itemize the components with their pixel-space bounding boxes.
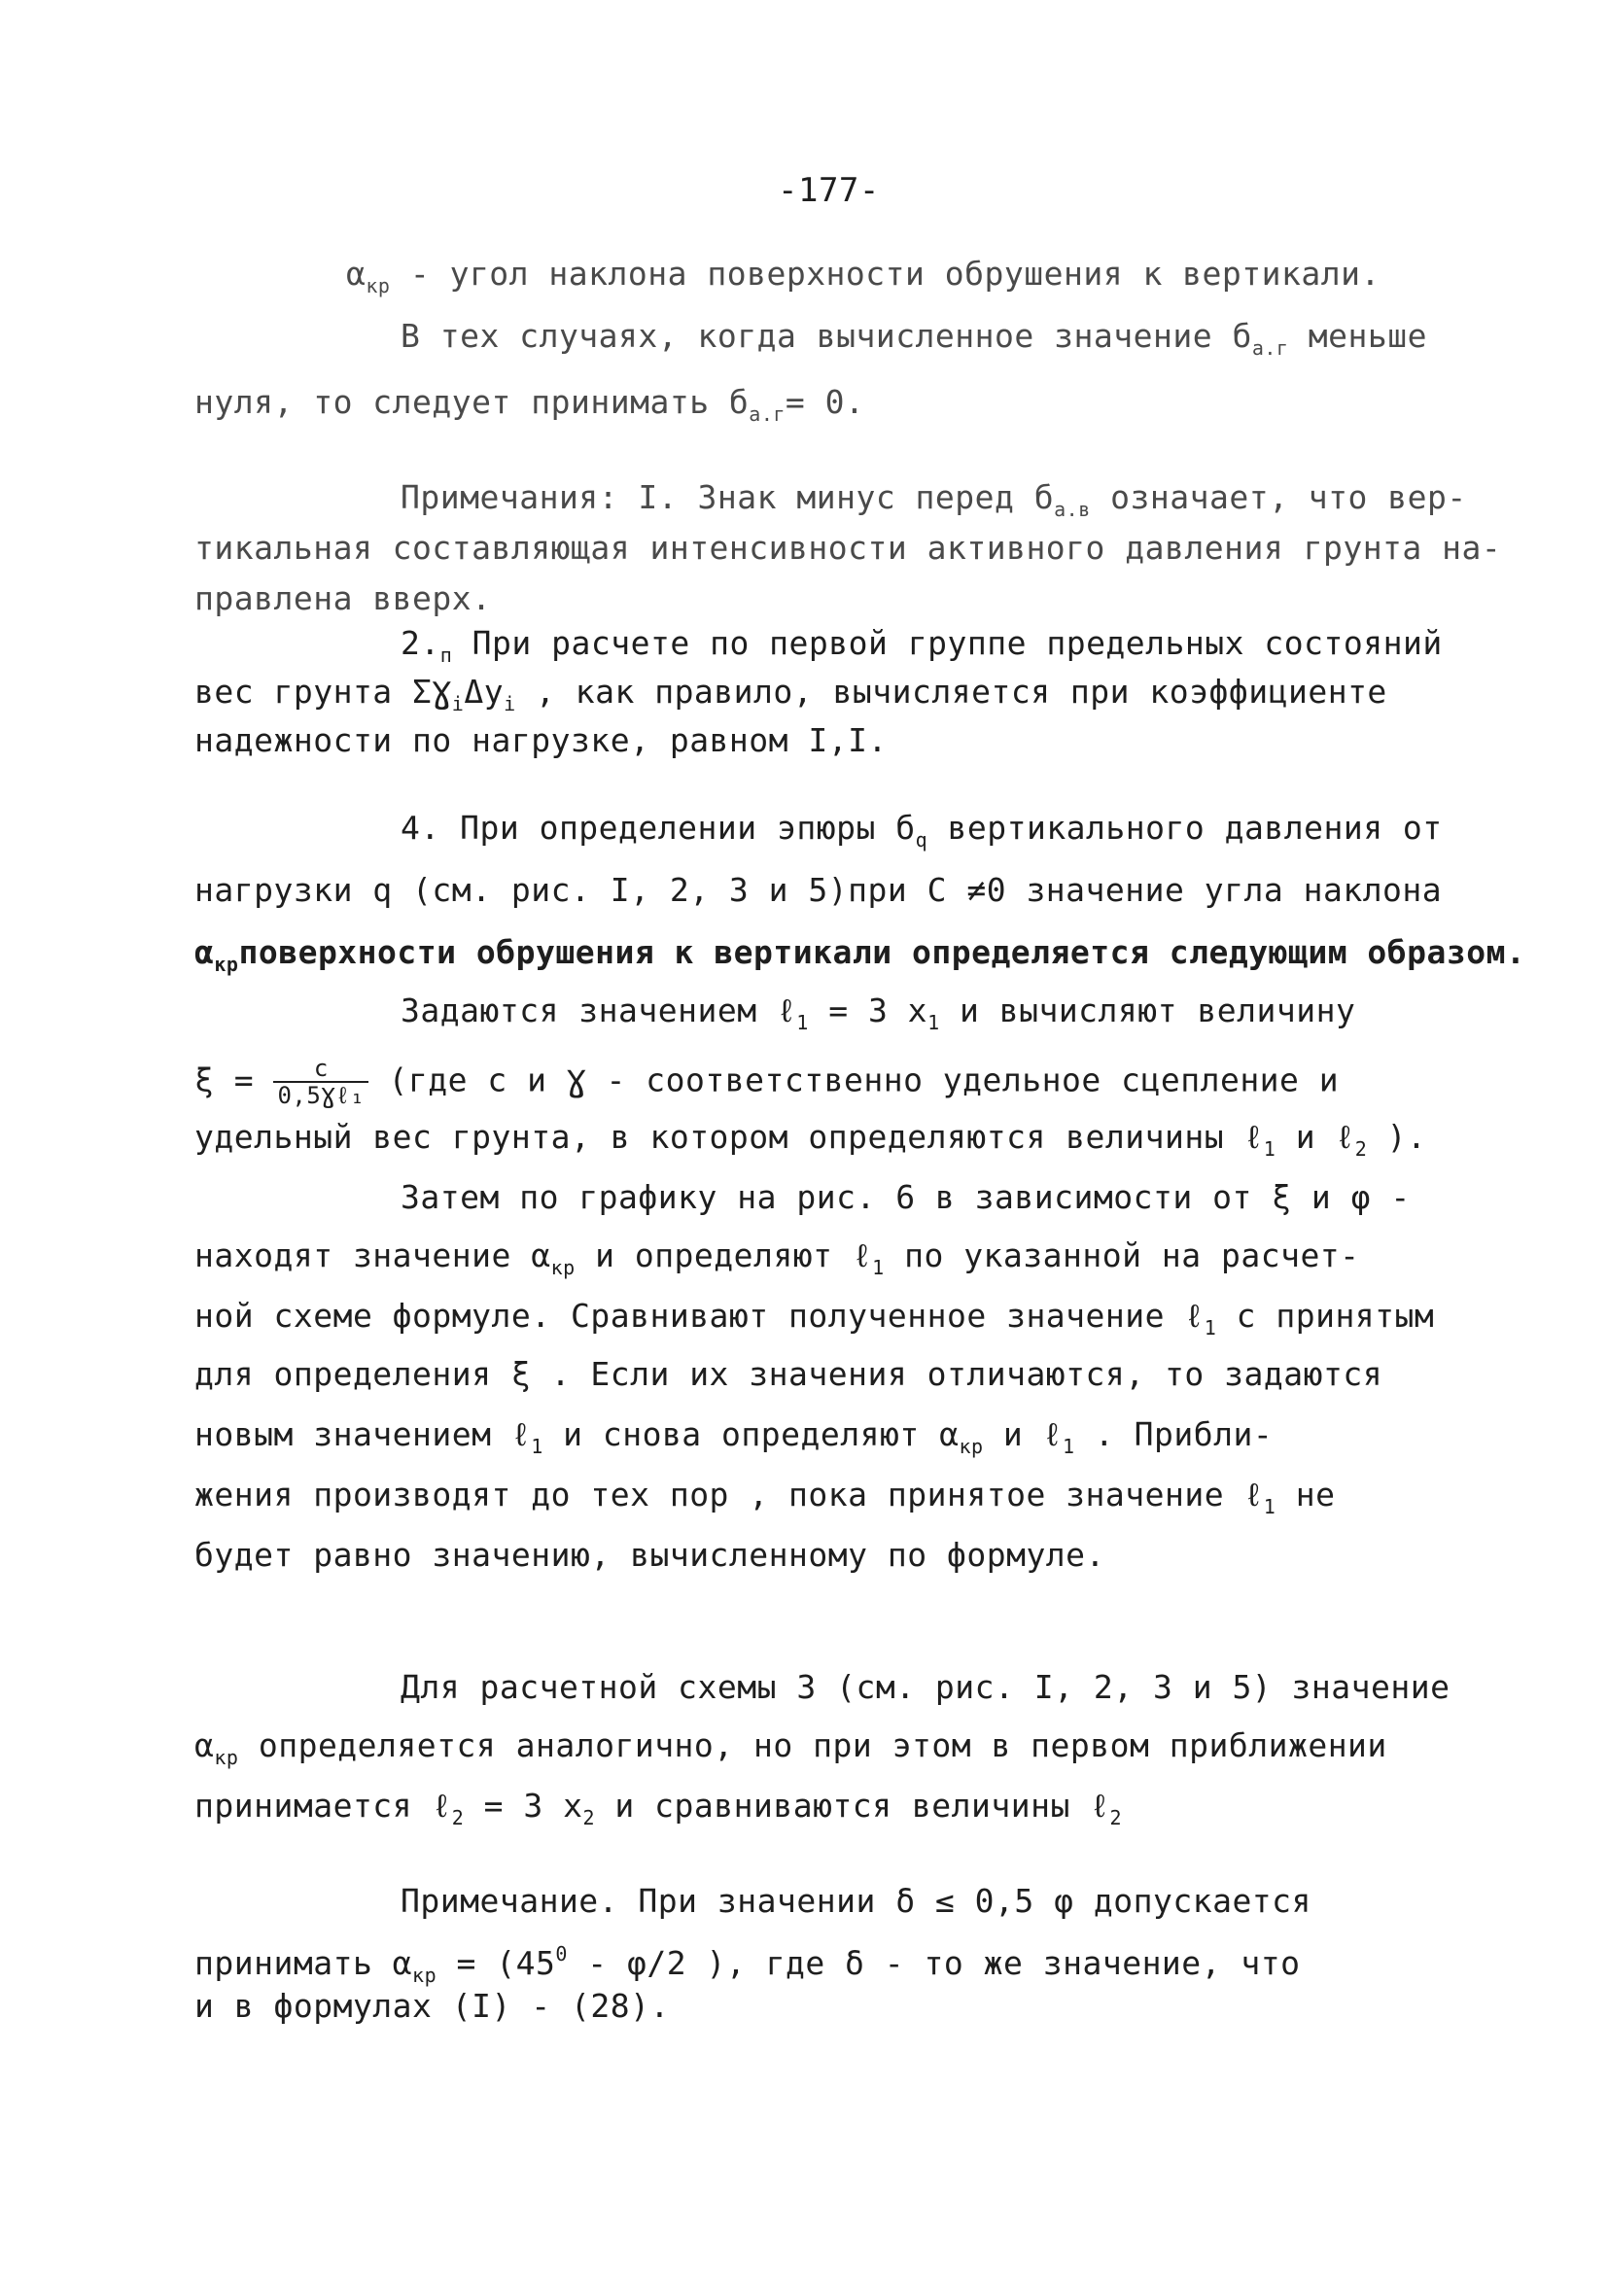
para-scheme3-line-3: принимается ℓ$_2$ = 3 $x_2$ и сравниваются величины ℓ$_2$ (194, 1787, 1123, 1829)
page-number: -177- (778, 171, 880, 210)
para-4-line-7: Затем по графику на рис. 6 в зависимости от ξ и φ - (401, 1178, 1411, 1216)
note-1-line-2: тикальная составляющая интенсивности активного давления грунта на- (194, 529, 1502, 567)
para-4-line-3: $\alpha_{кр}поверхности$ обрушения к вертикали определяется следующим образом. (194, 933, 1526, 976)
xi-fraction: $\frac{c}{\text{0,5Ɣℓ₁}}$ (273, 1056, 368, 1108)
para-4-line-4: Задаются значением ℓ$_1$ = 3 $x_1$ и вычисляют величину (401, 991, 1356, 1034)
para-4-line-6: удельный вес грунта, в котором определяются величины ℓ$_1$ и ℓ$_2$ ). (194, 1118, 1427, 1161)
para-4-line-9: ной схеме формуле. Сравнивают полученное значение ℓ$_1$ с принятым (194, 1297, 1435, 1339)
para-4-line-11: новым значением ℓ$_1$ и снова определяют $\alpha_{кр}$ и ℓ$_1$ . Прибли- (194, 1415, 1274, 1458)
note-2-line-1: $2._п$ При расчете по первой группе предельных состояний (401, 624, 1443, 667)
line-definition-alpha: $\alpha_{кр}$ - угол наклона поверхности обрушения к вертикали. (346, 255, 1381, 297)
para-4-line-10: для определения ξ . Если их значения отличаются, то задаются (194, 1355, 1383, 1393)
para-4-line-13: будет равно значению, вычисленному по формуле. (194, 1536, 1105, 1574)
para-4-line-1: 4. При определении эпюры $б_q$ вертикального давления от (401, 809, 1443, 852)
para-4-line-8: находят значение $\alpha_{кр}$ и определяют ℓ$_1$ по указанной на расчет- (194, 1236, 1360, 1279)
note-2-line-3: надежности по нагрузке, равном I,I. (194, 721, 888, 759)
note-final-line-3: и в формулах (I) - (28). (194, 1987, 670, 2025)
note-2-line-2: вес грунта $\Sigma Ɣ_i\Delta y_i$ , как правило, вычисляется при коэффициенте (194, 673, 1387, 715)
para-scheme3-line-2: $\alpha_{кр}$ определяется аналогично, но при этом в первом приближении (194, 1726, 1387, 1769)
note-1-line-1: Примечания: I. Знак минус перед $б_{а.в}$ означает, что вер- (401, 478, 1467, 521)
note-1-line-3: правлена вверх. (194, 579, 492, 617)
para-4-line-2: нагрузки q (см. рис. I, 2, 3 и 5)при C ≠0 значение угла наклона (194, 871, 1443, 909)
line-cases: В тех случаях, когда вычисленное значение $б_{а.г}$ меньше (401, 317, 1428, 360)
para-4-line-12: жения производят до тех пор , пока принятое значение ℓ$_1$ не (194, 1476, 1336, 1518)
line-zero: нуля, то следует принимать $б_{а.г}= 0$. (194, 383, 865, 426)
para-4-line-5: ξ = $\frac{c}{\text{0,5Ɣℓ₁}}$ (где c и Ɣ - соответственно удельное сцепление и (194, 1055, 1340, 1109)
note-final-line-1: Примечание. При значении δ ≤ 0,5 φ допускается (401, 1882, 1311, 1920)
para-scheme3-line-1: Для расчетной схемы 3 (см. рис. I, 2, 3 и 5) значение (401, 1668, 1451, 1706)
note-final-line-2: принимать $\alpha_{кр} = (45^0 - \varphi/2$ ), где δ - то же значение, что (194, 1942, 1301, 1987)
